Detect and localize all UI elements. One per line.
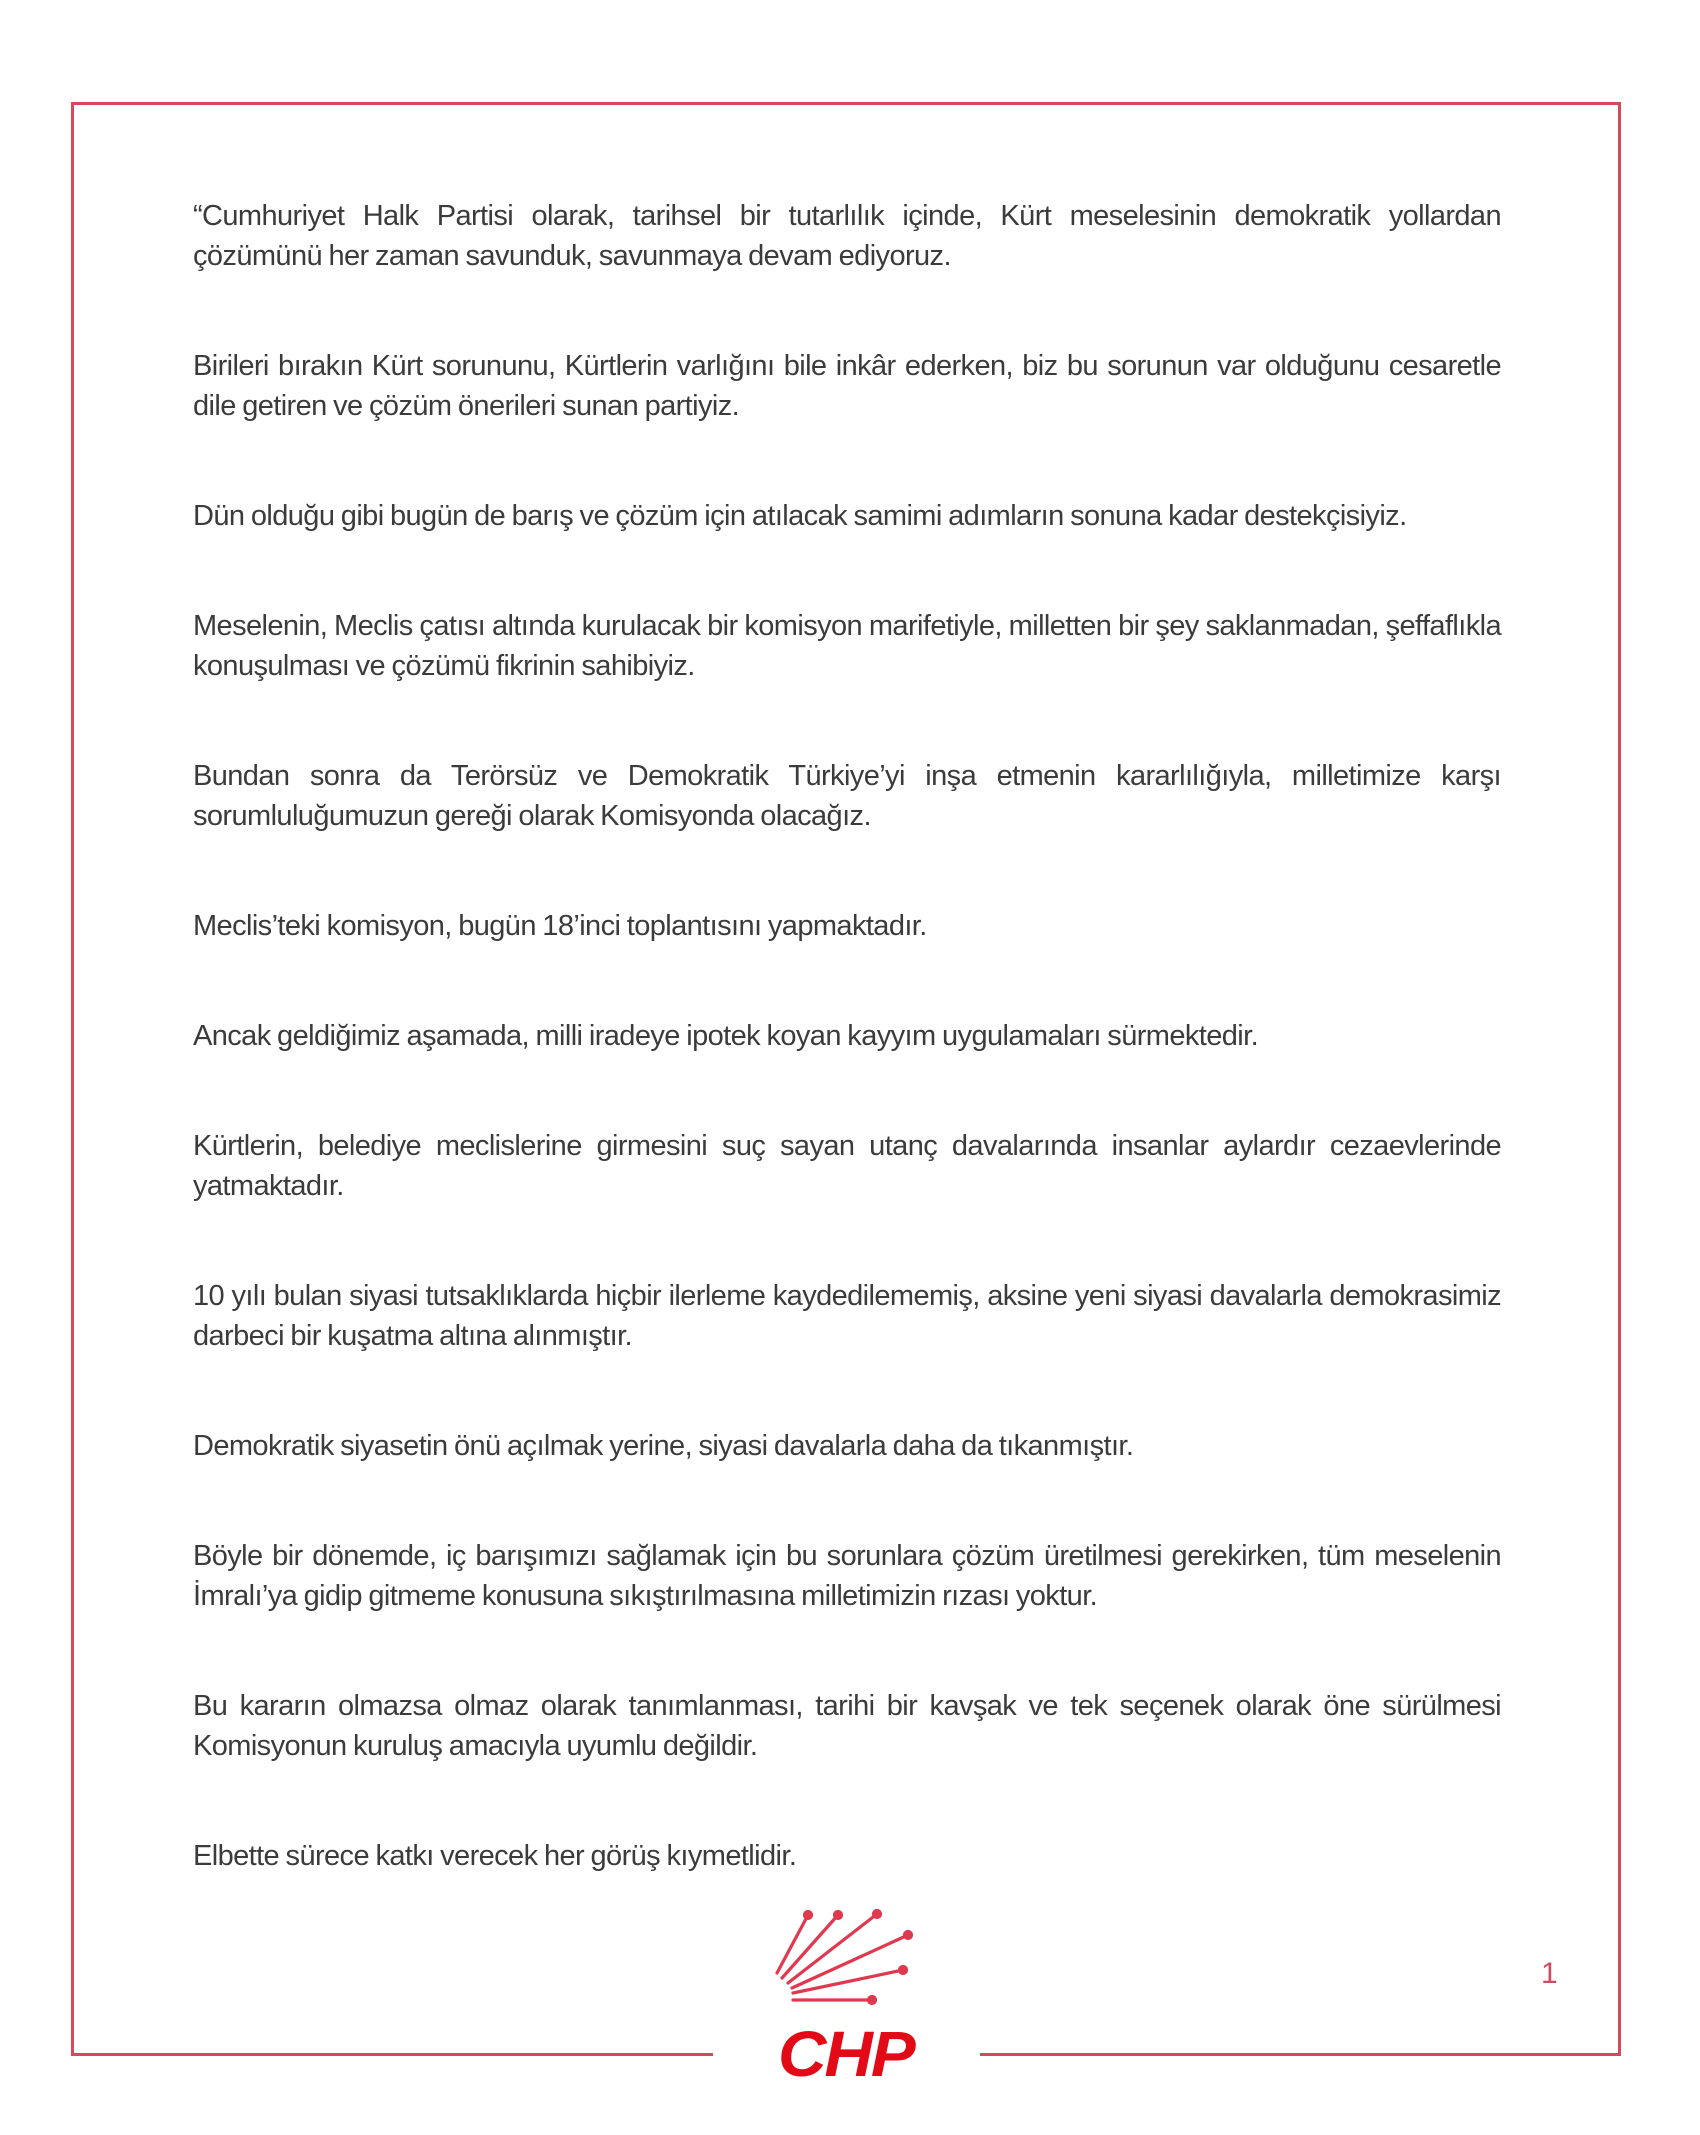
paragraph-4: Meselenin, Meclis çatısı altında kurulacak bir komisyon marifetiyle, milletten bir şey saklanmadan, şeffaflıkla konuşulması ve çözümü fikrinin sahibiyiz.: [193, 610, 1501, 682]
paragraph-13: Elbette sürece katkı verecek her görüş kıymetlidir.: [193, 1840, 797, 1872]
paragraph-7: Ancak geldiğimiz aşamada, milli iradeye ipotek koyan kayyım uygulamaları sürmektedir.: [193, 1020, 1259, 1052]
paragraph-9: 10 yılı bulan siyasi tutsaklıklarda hiçbir ilerleme kaydedilememiş, aksine yeni siyasi davalarla demokrasimiz darbeci bir kuşatma altına alınmıştır.: [193, 1280, 1501, 1352]
bottom-border-right: [980, 2053, 1621, 2056]
paragraph-6: Meclis’teki komisyon, bugün 18’inci toplantısını yapmaktadır.: [193, 910, 927, 942]
paragraph-11: Böyle bir dönemde, iç barışımızı sağlamak için bu sorunlara çözüm üretilmesi gerekirken, tüm meselenin İmralı’ya gidip gitmeme konusuna sıkıştırılmasına milletimizin rızası yoktur.: [193, 1540, 1501, 1612]
paragraph-5: Bundan sonra da Terörsüz ve Demokratik Türkiye’yi inşa etmenin kararlılığıyla, milletimize karşı sorumluluğumuzun gereği olarak Komisyonda olacağız.: [193, 760, 1501, 832]
page-number: 1: [1541, 1957, 1558, 1990]
paragraph-2: Birileri bırakın Kürt sorununu, Kürtlerin varlığını bile inkâr ederken, biz bu sorunun var olduğunu cesaretle dile getiren ve çözüm önerileri sunan partiyiz.: [193, 350, 1501, 422]
paragraph-3: Dün olduğu gibi bugün de barış ve çözüm için atılacak samimi adımların sonuna kadar destekçisiyiz.: [193, 500, 1407, 532]
paragraph-8: Kürtlerin, belediye meclislerine girmesini suç sayan utanç davalarında insanlar aylardır cezaevlerinde yatmaktadır.: [193, 1130, 1501, 1202]
paragraph-1: “Cumhuriyet Halk Partisi olarak, tarihsel bir tutarlılık içinde, Kürt meselesinin demokratik yollardan çözümünü her zaman savunduk, savunmaya devam ediyoruz.: [193, 200, 1501, 272]
statement-body: [193, 196, 1501, 1946]
chp-logo-text: CHP: [778, 2018, 914, 2090]
paragraph-10: Demokratik siyasetin önü açılmak yerine, siyasi davalarla daha da tıkanmıştır.: [193, 1430, 1134, 1462]
bottom-border-left: [71, 2053, 713, 2056]
paragraph-12: Bu kararın olmazsa olmaz olarak tanımlanması, tarihi bir kavşak ve tek seçenek olarak öne sürülmesi Komisyonun kuruluş amacıyla uyumlu değildir.: [193, 1690, 1501, 1762]
